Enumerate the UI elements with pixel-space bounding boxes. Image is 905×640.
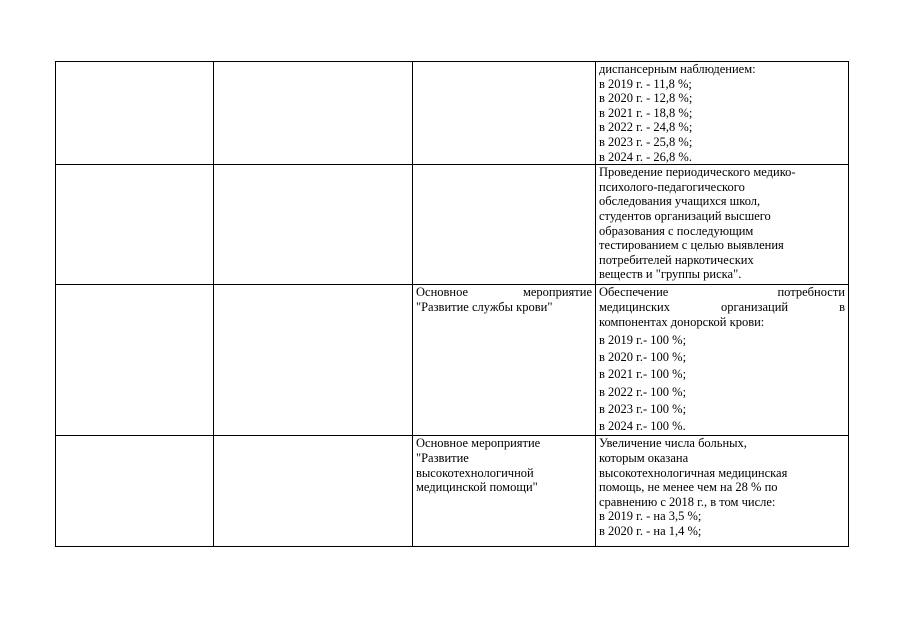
cell-text-line: в 2020 г. - на 1,4 %;: [599, 523, 702, 538]
activity-cell: [413, 285, 596, 436]
cell-text-line: в 2020 г.- 100 %;: [599, 349, 687, 364]
cell-text-line: в 2024 г.- 100 %.: [599, 419, 686, 434]
cell-text-line: помощь, не менее чем на 28 % по: [599, 480, 778, 495]
cell-text-line: в 2019 г.- 100 %;: [599, 332, 687, 347]
cell-text-line: образования с последующим: [599, 223, 754, 238]
table-cell-empty: [413, 62, 596, 165]
activity-text-line: "Развитие: [416, 451, 469, 466]
activity-cell: [413, 436, 596, 547]
table-row: [56, 165, 849, 285]
table-cell-empty: [56, 62, 214, 165]
indicator-cell: [596, 436, 849, 547]
table-row: [56, 436, 849, 547]
cell-text-line: обследования учащихся школ,: [599, 194, 761, 209]
cell-text-line: в 2019 г. - на 3,5 %;: [599, 509, 702, 524]
table-cell-empty: [214, 165, 413, 285]
table-cell-empty: [413, 165, 596, 285]
cell-text-line: в 2023 г. - 25,8 %;: [599, 134, 693, 149]
cell-text-line: потребителей наркотических: [599, 252, 754, 267]
activity-text-line: Основное мероприятие: [416, 436, 541, 451]
activity-text-line: Основное мероприятие: [416, 285, 592, 300]
cell-text-line: тестированием с целью выявления: [599, 238, 784, 253]
cell-text-line: в 2022 г.- 100 %;: [599, 384, 687, 399]
cell-text-line: веществ и "группы риска".: [599, 267, 742, 282]
indicator-cell: [596, 62, 849, 165]
table-cell-empty: [56, 285, 214, 436]
cell-text-line: в 2021 г.- 100 %;: [599, 367, 687, 382]
table-cell-empty: [214, 62, 413, 165]
indicator-cell: [596, 165, 849, 285]
cell-text-line: психолого-педагогического: [599, 179, 745, 194]
cell-text-line: в 2024 г. - 26,8 %.: [599, 149, 692, 164]
cell-text-line: Увеличение числа больных,: [599, 436, 747, 451]
cell-text-line: сравнению с 2018 г., в том числе:: [599, 494, 776, 509]
indicator-cell: [596, 285, 849, 436]
table-cell-empty: [56, 165, 214, 285]
cell-text-line: в 2019 г. - 11,8 %;: [599, 76, 692, 91]
cell-text-line: медицинских организаций в: [599, 299, 845, 314]
table-cell-empty: [214, 285, 413, 436]
cell-text-line: в 2023 г.- 100 %;: [599, 401, 687, 416]
activity-text-line: "Развитие службы крови": [416, 299, 553, 314]
table-row: [56, 285, 849, 436]
cell-text-line: диспансерным наблюдением:: [599, 62, 756, 76]
cell-text-line: студентов организаций высшего: [599, 208, 771, 223]
table-cell-empty: [56, 436, 214, 547]
document-table: [55, 61, 849, 547]
cell-text-line: в 2021 г. - 18,8 %;: [599, 105, 693, 120]
cell-text-line: высокотехнологичная медицинская: [599, 465, 788, 480]
table-cell-empty: [214, 436, 413, 547]
cell-text-line: которым оказана: [599, 451, 689, 466]
cell-text-line: в 2022 г. - 24,8 %;: [599, 120, 693, 135]
activity-text-line: медицинской помощи": [416, 480, 538, 495]
cell-text-line: компонентах донорской крови:: [599, 315, 765, 330]
cell-text-line: Обеспечение потребности: [599, 285, 845, 300]
table-row: [56, 62, 849, 165]
cell-text-line: в 2020 г. - 12,8 %;: [599, 91, 693, 106]
cell-text-line: Проведение периодического медико-: [599, 165, 796, 180]
activity-text-line: высокотехнологичной: [416, 465, 534, 480]
